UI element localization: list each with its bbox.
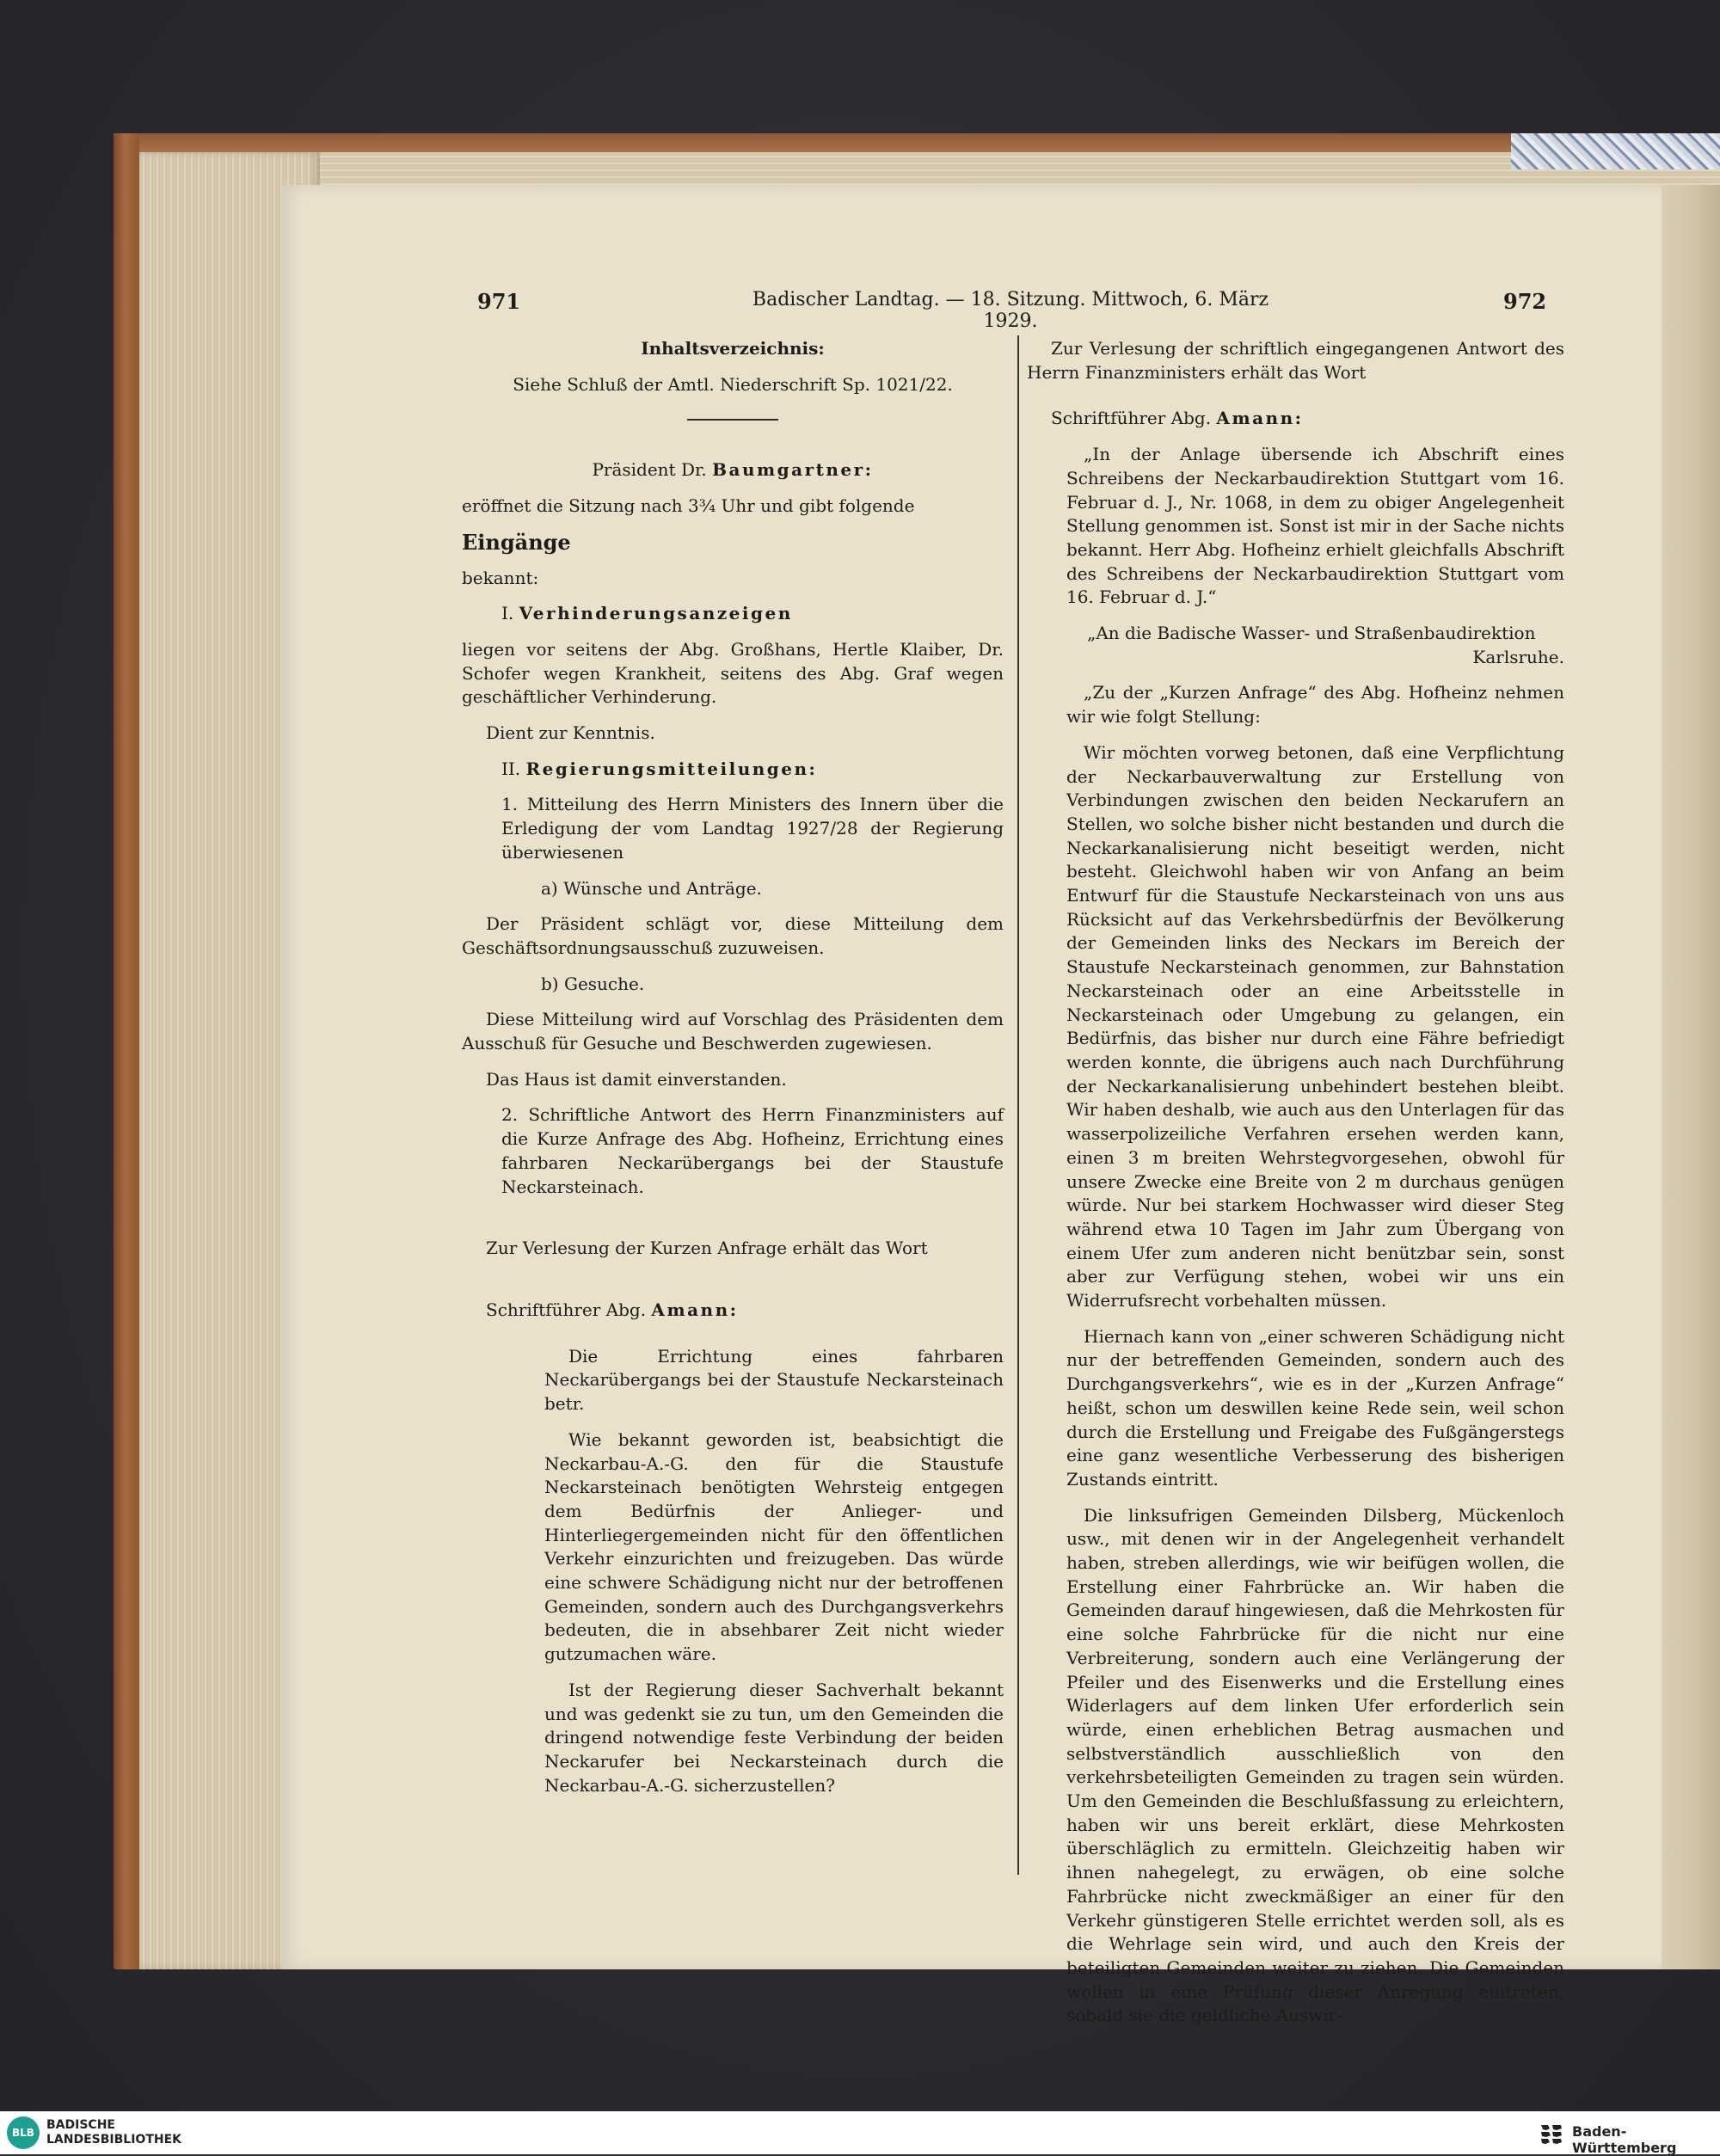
- section-1-heading: [462, 602, 1004, 626]
- answer-paragraph-2: „Zu der „Kurzen Anfrage“ des Abg. Hofheinz nehmen wir wie folgt Stellung:: [1066, 682, 1564, 728]
- footer-bar: [0, 2111, 1720, 2154]
- president-prefix: Präsident Dr.: [592, 459, 713, 481]
- schriftfuehrer-prefix-left: Schriftführer Abg.: [486, 1299, 652, 1320]
- anfrage-paragraph-2: Ist der Regierung dieser Sachverhalt bekannt und was gedenkt sie zu tun, um den Gemeinden die dringend notwendige feste Verbindung der beiden Neckarufer bei Neckarsteinach durch die Neckarbau-A.-G. sicherzustellen?: [544, 1679, 1004, 1796]
- schriftfuehrer-name-left: Amann:: [651, 1299, 739, 1320]
- address-line-2: Karlsruhe.: [1472, 646, 1564, 667]
- anfrage-title: Die Errichtung eines fahrbaren Neckarübergangs bei der Staustufe Neckarsteinach betr.: [544, 1345, 1004, 1415]
- eingaenge-heading: Eingänge: [462, 529, 571, 555]
- next-page-edge: [1662, 185, 1720, 1969]
- section-1-title: Verhinderungsanzeigen: [519, 603, 793, 624]
- answer-intro: Zur Verlesung der schriftlich eingegangenen Antwort des Herrn Finanzministers erhält das Wort: [1027, 338, 1564, 383]
- left-column: [462, 337, 1004, 1797]
- running-title: Badischer Landtag. — 18. Sitzung. Mittwoch, 6. März 1929.: [752, 289, 1269, 332]
- haus-text: Das Haus ist damit einverstanden.: [486, 1068, 787, 1090]
- item-1-text: 1. Mitteilung des Herrn Ministers des Innern über die Erledigung der vom Landtag 1927/28 der Regierung überwiesenen: [501, 794, 1004, 863]
- verlesung-text: Zur Verlesung der Kurzen Anfrage erhält das Wort: [486, 1238, 928, 1259]
- library-name: [46, 2118, 181, 2147]
- book-cover-spine: [114, 133, 139, 1969]
- item-2-text: 2. Schriftliche Antwort des Herrn Finanzministers auf die Kurze Anfrage des Abg. Hofheinz, Errichtung eines fahrbaren Neckarübergangs bei der Staustufe Neckarsteinach.: [501, 1104, 1004, 1197]
- section-2-title: Regierungsmitteilungen:: [525, 758, 818, 779]
- answer-paragraph-3: Wir möchten vorweg betonen, daß eine Verpflichtung der Neckarbauverwaltung zur Erstellung von Verbindungen zwischen den beiden Neckarufern an Stellen, wo solche bisher nicht bestanden und durch die Neckarkanalisierung nicht beseitigt werden, nicht besteht. Gleichwohl haben wir von Anfang an beim Entwurf für die Staustufe Neckarsteinach von uns aus Rücksicht auf das Verkehrsbedürfnis der Bevölkerung der Gemeinden links des Neckars im Bereich der Staustufe Neckarsteinach genommen, zur Bahnstation Neckarsteinach oder an eine Arbeitsstelle in Neckarsteinach oder Umgebung zu gelangen, ein Bedürfnis, das bisher nur durch eine Fähre befriedigt werden konnte, die übrigens auch nach Durchführung der Neckarkanalisierung unbehindert bestehen bleibt. Wir haben deshalb, wie auch aus den Unterlagen für das wasserpolizeiliche Verfahren ersehen werden kann, einen 3 m breiten Wehrstegvorgesehen, obwohl für unsere Zwecke eine Breite von 2 m durchaus genügen würde. Nur bei starkem Hochwasser wird dieser Steg während etwa 10 Tagen im Jahr zum Übergang von einem Ufer zum anderen nicht benützbar sein, sonst aber zur Verfügung stehen, wobei wir uns ein Widerrufsrecht vorbehalten müssen.: [1066, 741, 1564, 1311]
- toc-text: Siehe Schluß der Amtl. Niederschrift Sp. 1021/22.: [513, 373, 953, 395]
- library-name-line-2: LANDESBIBLIOTHEK: [46, 2133, 182, 2147]
- address-line-1: „An die Badische Wasser- und Straßenbaudirektion: [1087, 623, 1536, 644]
- toc-heading: Inhaltsverzeichnis:: [641, 338, 825, 359]
- state-name: Baden-Württemberg: [1572, 2123, 1677, 2156]
- library-name-line-1: BADISCHE: [46, 2118, 115, 2132]
- section-1-text: liegen vor seitens der Abg. Großhans, Hertle Klaiber, Dr. Schofer wegen Krankheit, seitens des Abg. Graf wegen geschäftlicher Verhinderung.: [462, 638, 1004, 708]
- anfrage-paragraph-1: Wie bekannt geworden ist, beabsichtigt die Neckarbau-A.-G. den für die Staustufe Neckarsteinach benötigten Wehrsteig entgegen dem Bedürfnis der Anlieger- und Hinterliegergemeinden nicht für den öffentlichen Verkehr einzurichten und freizugeben. Das würde eine schwere Schädigung nicht nur der betroffenen Gemeinden, sondern auch des Durchgangsverkehrs bedeuten, die in absehbarer Zeit nicht wieder gutzumachen wäre.: [544, 1428, 1004, 1665]
- president-proposal-1: Der Präsident schlägt vor, diese Mitteilung dem Geschäftsordnungsausschuß zuzuweisen.: [462, 913, 1004, 958]
- answer-paragraph-4: Hiernach kann von „einer schweren Schädigung nicht nur der betreffenden Gemeinden, sondern auch des Durchgangsverkehrs“, wie es in der „Kurzen Anfrage“ heißt, schon um deswillen keine Rede sein, weil schon durch die Erstellung und Freigabe des Fußgängerstegs eine ganz wesentliche Verbesserung des bisherigen Zustands eintritt.: [1066, 1325, 1564, 1490]
- item-1a-text: a) Wünsche und Anträge.: [541, 877, 762, 899]
- president-name: Baumgartner:: [712, 459, 874, 481]
- bekannt-text: bekannt:: [462, 567, 539, 588]
- column-divider: [1017, 335, 1019, 1875]
- schriftfuehrer-prefix-right: Schriftführer Abg.: [1051, 408, 1217, 429]
- right-column: [1027, 337, 1564, 2028]
- answer-paragraph-1: „In der Anlage übersende ich Abschrift eines Schreibens der Neckarbaudirektion Stuttgart vom 16. Februar d. J., Nr. 1068, in dem zu obiger Angelegenheit Stellung genommen ist. Sonst ist mir in der Sache nichts bekannt. Herr Abg. Hofheinz erhielt gleichfalls Abschrift des Schreibens der Neckarbaudirektion Stuttgart vom 16. Februar d. J.“: [1066, 444, 1564, 608]
- answer-paragraph-5: Die linksufrigen Gemeinden Dilsberg, Mückenloch usw., mit denen wir in der Angelegenheit verhandelt haben, streben allerdings, wie wir beifügen wollen, die Erstellung einer Fahrbrücke an. Wir haben die Gemeinden darauf hingewiesen, daß die Mehrkosten für eine solche Fahrbrücke für die nicht nur eine Verbreiterung, sondern auch eine Verlängerung der Pfeiler und des Eisenwerks und die Erstellung eines Widerlagers auf dem linken Ufer erforderlich sein würde, einen erheblichen Betrag ausmachen und selbstverständlich ausschließlich von den verkehrsbeteiligten Gemeinden zu tragen sein würden. Um den Gemeinden die Beschlußfassung zu erleichtern, haben wir uns bereit erklärt, diese Mehrkosten überschläglich zu ermitteln. Gleichzeitig haben wir ihnen nahegelegt, zu erwägen, ob eine solche Fahrbrücke nicht zweckmäßiger an einer für den Verkehr günstigeren Stelle errichtet werden soll, als es die Wehrlage sein wird, und auch den Kreis der beteiligten Gemeinden weiter zu ziehen. Die Gemeinden wollen in eine Prüfung dieser Anregung eintreten, sobald sie die geldliche Auswir-: [1066, 1504, 1564, 2026]
- section-2-heading: [462, 758, 1004, 782]
- president-line: [462, 458, 1004, 482]
- bookmark-ribbon: [1511, 133, 1720, 169]
- dient-text: Dient zur Kenntnis.: [486, 722, 655, 744]
- baden-wuerttemberg-lions-icon: [1538, 2120, 1565, 2146]
- right-page-number: 972: [1503, 289, 1547, 314]
- opening-text: eröffnet die Sitzung nach 3¾ Uhr und gibt folgende: [462, 495, 915, 517]
- schriftfuehrer-name-right: Amann:: [1216, 408, 1304, 429]
- schriftfuehrer-line-right: [1027, 407, 1564, 431]
- section-2-number: II.: [501, 758, 526, 779]
- schriftfuehrer-line-left: [462, 1299, 1004, 1323]
- item-1b-text: b) Gesuche.: [541, 973, 645, 994]
- president-proposal-2: Diese Mitteilung wird auf Vorschlag des Präsidenten dem Ausschuß für Gesuche und Beschwerden zugewiesen.: [462, 1009, 1004, 1054]
- left-page-number: 971: [477, 289, 521, 314]
- blb-logo[interactable]: BLB: [7, 2116, 40, 2149]
- section-1-number: I.: [501, 603, 519, 624]
